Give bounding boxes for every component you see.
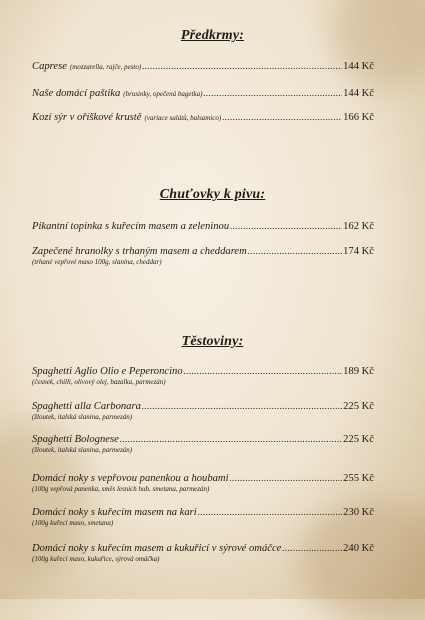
item-name: Spaghetti Bolognese: [32, 434, 119, 445]
item-description: (100g kuřecí maso, kukuřice, sýrová omáčka): [32, 555, 160, 563]
item-name: Pikantní topinka s kuřecím masem a zeleninou: [32, 221, 230, 232]
item-price: 144 Kč: [343, 88, 374, 99]
menu-item: [32, 473, 374, 493]
menu-item: [32, 507, 374, 527]
item-description: (100g vepřová panenka, směs lesních hub, smetana, parmezán): [32, 485, 210, 493]
item-description: (trhané vepřové maso 100g, slanina, cheddar): [32, 258, 162, 266]
section-chutovky: [0, 187, 425, 203]
section-testoviny: [0, 334, 425, 350]
dot-leader: [222, 112, 342, 122]
menu-item: [32, 61, 374, 72]
item-name: Naše domácí paštika: [32, 88, 121, 99]
dot-leader: [230, 221, 342, 231]
dot-leader: [282, 543, 342, 553]
item-description: (žloutek, italská slanina, parmezán): [32, 446, 133, 454]
dot-leader: [230, 473, 343, 483]
item-price: 162 Kč: [343, 221, 374, 232]
menu-item: [32, 401, 374, 421]
item-price: 144 Kč: [343, 61, 374, 72]
menu-item: [32, 434, 374, 454]
item-price: 230 Kč: [343, 507, 374, 518]
item-name: Kozí sýr v oříškové krustě: [32, 112, 142, 123]
menu-item: [32, 543, 374, 563]
item-note: (brusinky, opečená bagetka): [123, 90, 203, 98]
menu-item: [32, 366, 374, 386]
dot-leader: [248, 246, 342, 256]
section-heading: Těstoviny:: [181, 334, 244, 349]
dot-leader: [142, 401, 342, 411]
dot-leader: [184, 366, 342, 376]
item-price: 166 Kč: [343, 112, 374, 123]
item-name: Zapečené hranolky s trhaným masem a cheddarem: [32, 246, 247, 257]
item-name: Domácí noky s vepřovou panenkou a houbami: [32, 473, 229, 484]
menu-item: [32, 246, 374, 266]
menu-item: [32, 221, 374, 232]
dot-leader: [203, 88, 342, 98]
item-description: (česnek, chilli, olivový olej, bazalka, parmezán): [32, 378, 166, 386]
menu-item: [32, 112, 374, 123]
section-heading: Chuťovky k pivu:: [159, 187, 266, 202]
item-price: 255 Kč: [343, 473, 374, 484]
section-predkrmy: [0, 28, 425, 44]
item-price: 225 Kč: [343, 401, 374, 412]
item-name: Spaghetti alla Carbonara: [32, 401, 141, 412]
item-description: (žloutek, italská slanina, parmezán): [32, 413, 133, 421]
item-description: (100g kuřecí maso, smetana): [32, 519, 114, 527]
item-price: 240 Kč: [343, 543, 374, 554]
item-note: (variace salátů, balsamico): [144, 114, 222, 122]
item-name: Caprese: [32, 61, 67, 72]
section-heading: Předkrmy:: [180, 28, 245, 43]
dot-leader: [198, 507, 342, 517]
dot-leader: [120, 434, 342, 444]
item-name: Spaghetti Aglio Olio e Peperoncino: [32, 366, 183, 377]
item-note: (mozzarella, rajče, pesto): [69, 63, 142, 71]
dot-leader: [142, 61, 342, 71]
item-price: 174 Kč: [343, 246, 374, 257]
item-name: Domácí noky s kuřecím masem na kari: [32, 507, 197, 518]
item-price: 189 Kč: [343, 366, 374, 377]
item-name: Domácí noky s kuřecím masem a kukuřicí v sýrové omáčce: [32, 543, 282, 554]
item-price: 225 Kč: [343, 434, 374, 445]
menu-item: [32, 88, 374, 99]
